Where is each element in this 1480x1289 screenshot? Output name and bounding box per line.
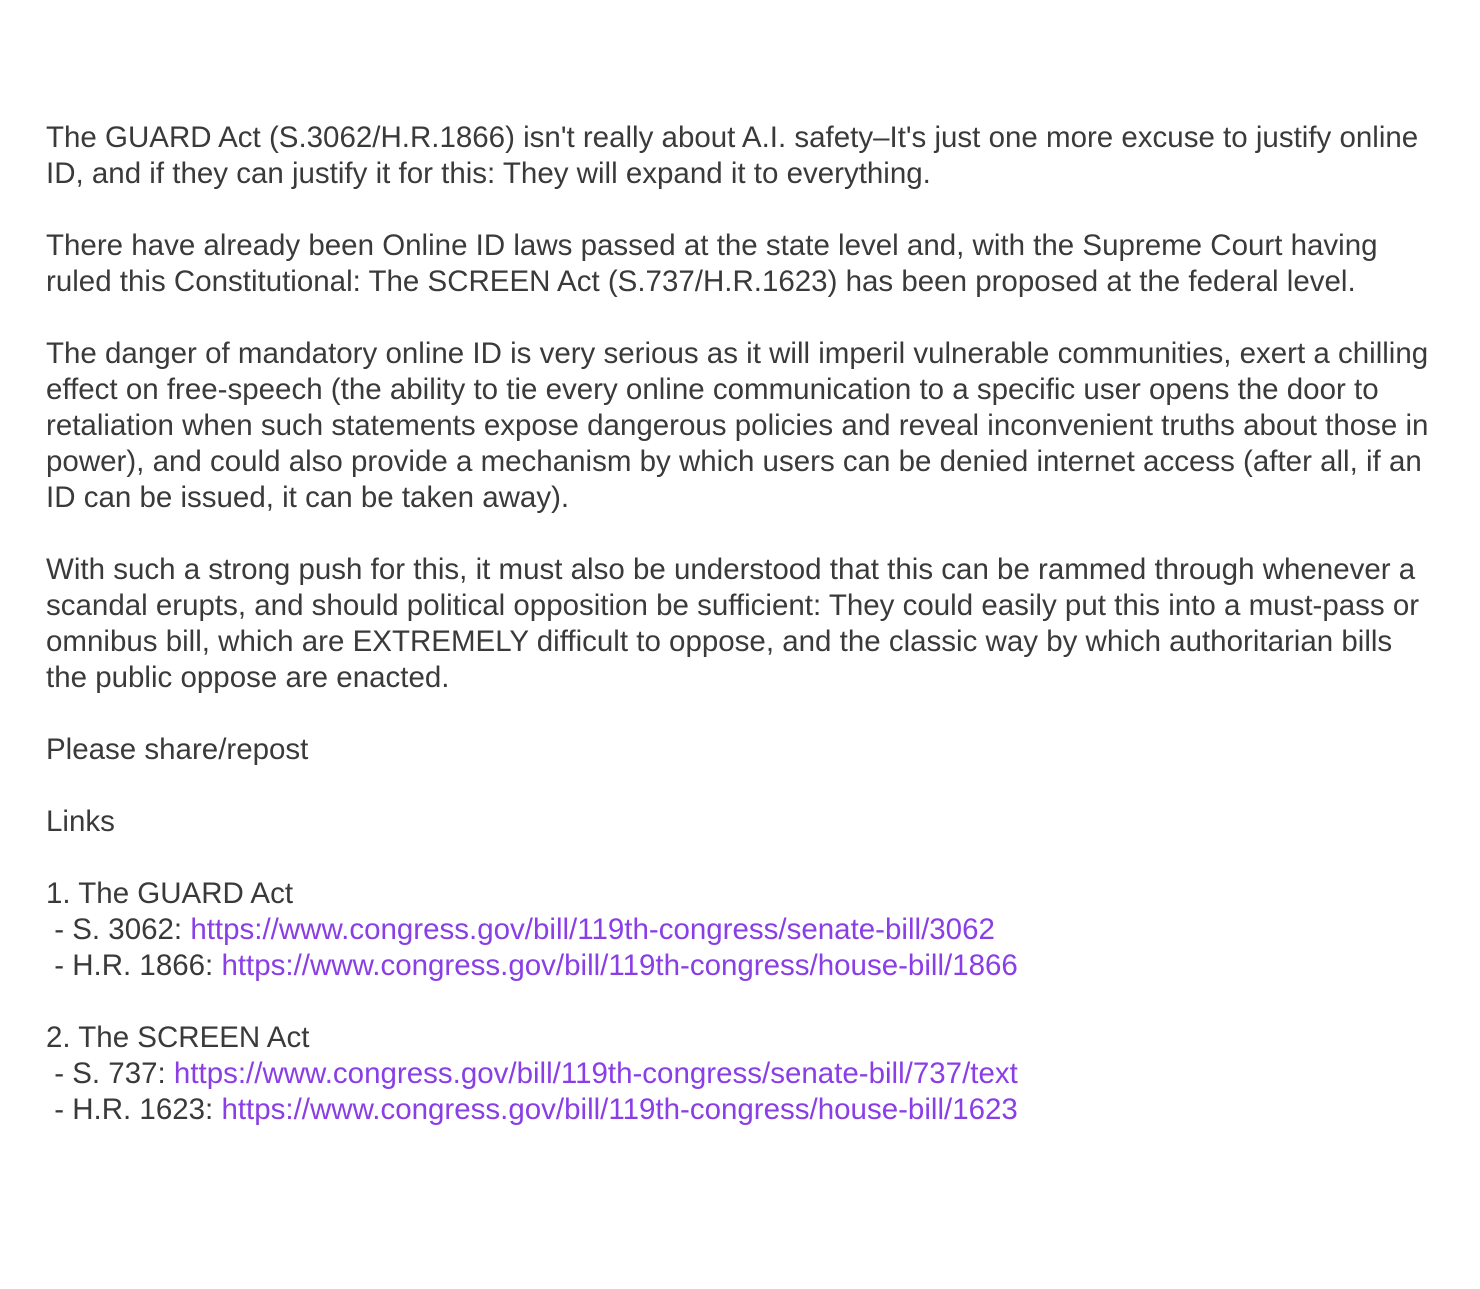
links-heading: Links <box>46 805 115 838</box>
screen-act-links <box>46 1020 1441 1128</box>
share-line: Please share/repost <box>46 733 309 766</box>
screen-act-title: 2. The SCREEN Act <box>46 1021 310 1054</box>
guard-act-title: 1. The GUARD Act <box>46 877 294 910</box>
paragraph-danger: The danger of mandatory online ID is very serious as it will imperil vulnerable communities, exert a chilling effect on free-speech (the ability to tie every online communication to a specific user opens the door to retaliation when such statements expose dangerous policies and reveal inconvenient truths about those in power), and could also provide a mechanism by which users can be denied internet access (after all, if an ID can be issued, it can be taken away). <box>46 337 1429 514</box>
paragraph-guard-act: The GUARD Act (S.3062/H.R.1866) isn't really about A.I. safety–It's just one more excuse to justify online ID, and if they can justify it for this: They will expand it to everything. <box>46 121 1419 190</box>
guard-senate-bill-link[interactable]: https://www.congress.gov/bill/119th-congress/senate-bill/3062 <box>190 913 995 946</box>
guard-house-bill-item <box>46 948 1441 984</box>
paragraph-push: With such a strong push for this, it must also be understood that this can be rammed through whenever a scandal erupts, and should political opposition be sufficient: They could easily put this into a must-pass or omnibus bill, which are EXTREMELY difficult to oppose, and the classic way by which authoritarian bills the public oppose are enacted. <box>46 553 1420 694</box>
guard-act-links <box>46 876 1441 984</box>
screen-senate-bill-item <box>46 1056 1441 1092</box>
guard-house-bill-link[interactable]: https://www.congress.gov/bill/119th-congress/house-bill/1866 <box>221 949 1018 982</box>
screen-house-bill-link[interactable]: https://www.congress.gov/bill/119th-congress/house-bill/1623 <box>221 1093 1018 1126</box>
guard-senate-bill-item <box>46 912 1441 948</box>
paragraph-state-laws: There have already been Online ID laws passed at the state level and, with the Supreme Court having ruled this Constitutional: The SCREEN Act (S.737/H.R.1623) has been proposed at the federal level. <box>46 229 1378 298</box>
guard-house-bill-label: - H.R. 1866: <box>46 949 222 982</box>
screen-senate-bill-link[interactable]: https://www.congress.gov/bill/119th-congress/senate-bill/737/text <box>173 1057 1018 1090</box>
screen-house-bill-item <box>46 1092 1441 1128</box>
guard-senate-bill-label: - S. 3062: <box>46 913 191 946</box>
post-body <box>46 120 1441 1164</box>
screen-senate-bill-label: - S. 737: <box>46 1057 174 1090</box>
screen-house-bill-label: - H.R. 1623: <box>46 1093 222 1126</box>
